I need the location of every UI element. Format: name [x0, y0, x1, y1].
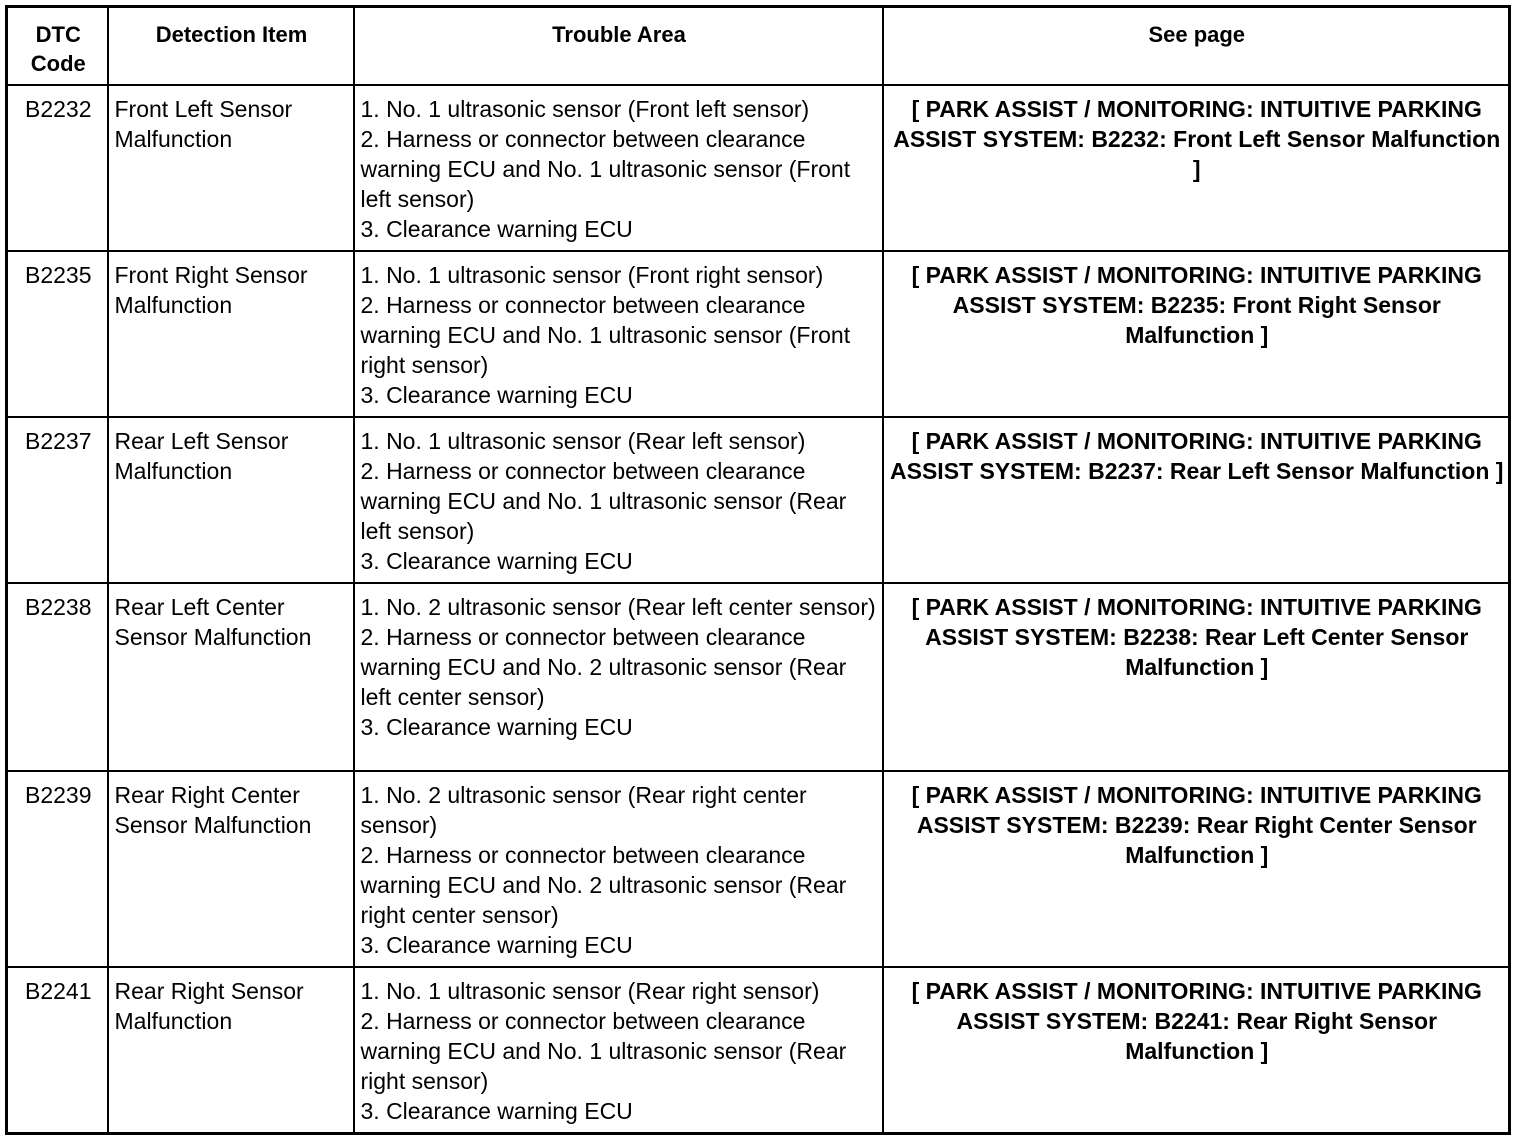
trouble-area-line: 1. No. 2 ultrasonic sensor (Rear right center sensor): [360, 782, 807, 838]
header-trouble-area: Trouble Area: [354, 7, 883, 86]
header-dtc-code: DTC Code: [7, 7, 108, 86]
trouble-area-line: 2. Harness or connector between clearance warning ECU and No. 1 ultrasonic sensor (Front left sensor): [360, 126, 851, 212]
dtc-code: B2232: [7, 85, 108, 251]
trouble-area-line: 2. Harness or connector between clearance warning ECU and No. 1 ultrasonic sensor (Front right sensor): [360, 292, 851, 378]
dtc-code: B2237: [7, 417, 108, 583]
header-detection-item: Detection Item: [108, 7, 354, 86]
dtc-table: [5, 5, 1511, 1135]
see-page-reference: [ PARK ASSIST / MONITORING: INTUITIVE PARKING ASSIST SYSTEM: B2239: Rear Right Center Sensor Malfunction ]: [883, 771, 1510, 967]
trouble-area-line: 3. Clearance warning ECU: [360, 714, 633, 740]
trouble-area-line: 2. Harness or connector between clearance warning ECU and No. 2 ultrasonic sensor (Rear right center sensor): [360, 842, 847, 928]
trouble-area: [354, 967, 883, 1134]
see-page-reference: [ PARK ASSIST / MONITORING: INTUITIVE PARKING ASSIST SYSTEM: B2237: Rear Left Sensor Malfunction ]: [883, 417, 1510, 583]
detection-item: Rear Left Center Sensor Malfunction: [108, 583, 354, 771]
table-row: [7, 251, 1510, 417]
trouble-area: [354, 251, 883, 417]
trouble-area-line: 3. Clearance warning ECU: [360, 548, 633, 574]
trouble-area: [354, 417, 883, 583]
detection-item: Front Right Sensor Malfunction: [108, 251, 354, 417]
trouble-area-line: 2. Harness or connector between clearance warning ECU and No. 2 ultrasonic sensor (Rear left center sensor): [360, 624, 847, 710]
trouble-area-line: 3. Clearance warning ECU: [360, 1098, 633, 1124]
table-row: [7, 417, 1510, 583]
dtc-code: B2241: [7, 967, 108, 1134]
trouble-area: [354, 771, 883, 967]
trouble-area-line: 1. No. 1 ultrasonic sensor (Front left sensor): [360, 96, 810, 122]
trouble-area-line: 1. No. 2 ultrasonic sensor (Rear left center sensor): [360, 594, 876, 620]
trouble-area: [354, 583, 883, 771]
table-row: [7, 583, 1510, 771]
header-row: [7, 7, 1510, 86]
table-row: [7, 771, 1510, 967]
trouble-area-line: 1. No. 1 ultrasonic sensor (Rear left sensor): [360, 428, 806, 454]
dtc-table-container: [5, 5, 1511, 1135]
see-page-reference: [ PARK ASSIST / MONITORING: INTUITIVE PARKING ASSIST SYSTEM: B2238: Rear Left Center Sensor Malfunction ]: [883, 583, 1510, 771]
header-see-page: See page: [883, 7, 1510, 86]
detection-item: Rear Left Sensor Malfunction: [108, 417, 354, 583]
dtc-code: B2235: [7, 251, 108, 417]
trouble-area-line: 3. Clearance warning ECU: [360, 382, 633, 408]
trouble-area: [354, 85, 883, 251]
see-page-reference: [ PARK ASSIST / MONITORING: INTUITIVE PARKING ASSIST SYSTEM: B2235: Front Right Sensor Malfunction ]: [883, 251, 1510, 417]
detection-item: Rear Right Center Sensor Malfunction: [108, 771, 354, 967]
table-row: [7, 967, 1510, 1134]
trouble-area-line: 3. Clearance warning ECU: [360, 216, 633, 242]
trouble-area-line: 1. No. 1 ultrasonic sensor (Rear right sensor): [360, 978, 820, 1004]
trouble-area-line: 1. No. 1 ultrasonic sensor (Front right sensor): [360, 262, 824, 288]
see-page-reference: [ PARK ASSIST / MONITORING: INTUITIVE PARKING ASSIST SYSTEM: B2241: Rear Right Sensor Malfunction ]: [883, 967, 1510, 1134]
detection-item: Front Left Sensor Malfunction: [108, 85, 354, 251]
dtc-code: B2238: [7, 583, 108, 771]
trouble-area-line: 2. Harness or connector between clearance warning ECU and No. 1 ultrasonic sensor (Rear left sensor): [360, 458, 847, 544]
trouble-area-line: 3. Clearance warning ECU: [360, 932, 633, 958]
table-row: [7, 85, 1510, 251]
dtc-code: B2239: [7, 771, 108, 967]
see-page-reference: [ PARK ASSIST / MONITORING: INTUITIVE PARKING ASSIST SYSTEM: B2232: Front Left Sensor Malfunction ]: [883, 85, 1510, 251]
detection-item: Rear Right Sensor Malfunction: [108, 967, 354, 1134]
trouble-area-line: 2. Harness or connector between clearance warning ECU and No. 1 ultrasonic sensor (Rear right sensor): [360, 1008, 847, 1094]
